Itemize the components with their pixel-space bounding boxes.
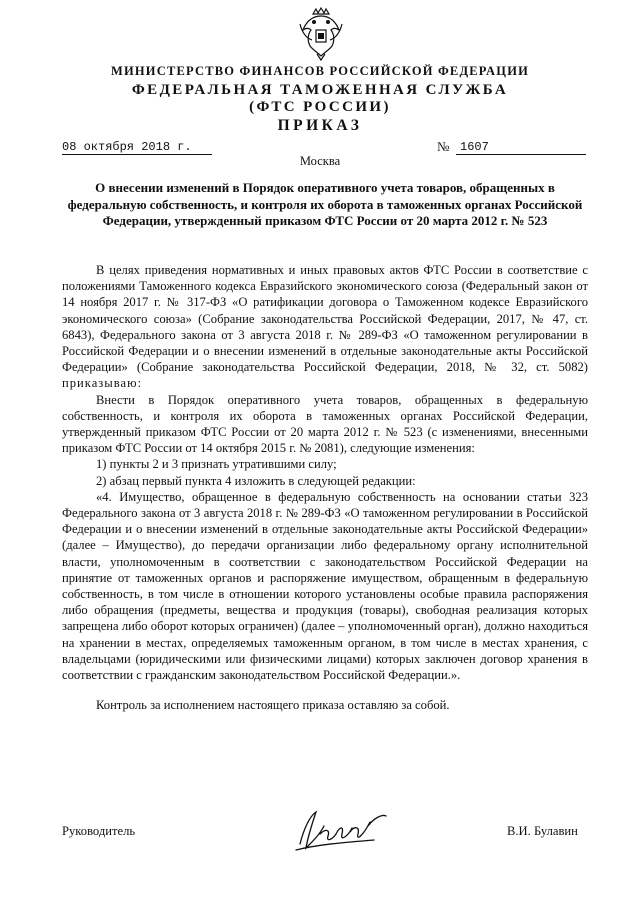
amendment-intro-paragraph: Внести в Порядок оперативного учета товаров, обращенных в федеральную собственность, и контроля их оборота в таможенных органах Российской Федерации, утвержденный приказом ФТС России от 20 марта 2012 г. № 523 (с изменениями, внесенными приказом ФТС России от 14 октября 2015 г. № 2081), следующие изменения: [62,392,588,456]
preamble-text: В целях приведения нормативных и иных правовых актов ФТС России в соответствие с положениями Таможенного кодекса Евразийского экономического союза (Федеральный закон от 14 ноября 2017 г. № 317-ФЗ «О ратификации договора о Таможенном кодексе Евразийского экономического союза» (Собрание законодательства Российской Федерации, 2017, № 47, ст. 6843), Федерального закона от 3 августа 2018 г. № 289-ФЗ «О таможенном регулировании в Российской Федерации и о внесении изменений в отдельные законодательные акты Российской Федерации» (Собрание законодательства Российской Федерации, 2018, № 32, ст. 5082) [62,263,588,375]
preamble-paragraph [62,262,588,392]
coat-of-arms-icon [298,6,344,62]
ministry-name: МИНИСТЕРСТВО ФИНАНСОВ РОССИЙСКОЙ ФЕДЕРАЦИИ [110,64,530,78]
amendment-quote: «4. Имущество, обращенное в федеральную собственность на основании статьи 323 Федерального закона от 3 августа 2018 г. № 289-ФЗ «О таможенном регулировании в Российской Федерации и о внесении изменений в отдельные законодательные акты Российской Федерации» (далее – Имущество), до передачи организации либо федеральному органу исполнительной власти, уполномоченным в соответствии с законодательством Российской Федерации на принятие от таможенных органов и распоряжение имуществом, обращенным в федеральную собственность, в том числе в отношении которого установлены особые правила распоряжения либо обращения (предметы, вещества и продукция (товары), свободная реализация которых запрещена либо оборот которых ограничен) (далее – уполномоченный орган), должно находиться на хранении в местах, определяемых таможенным органом, в том числе в местах хранения, с владельцами (юридическими или физическими лицами) которых заключен договор хранения в соответствии с гражданским законодательством Российской Федерации.». [62,489,588,683]
order-title: О внесении изменений в Порядок оперативного учета товаров, обращенных в федеральную собственность, и контроля их оборота в таможенных органах Российской Федерации, утвержденный приказом ФТС России от 20 марта 2012 г. № 523 [67,180,583,228]
order-date: 08 октября 2018 г. [62,140,192,154]
document-type: ПРИКАЗ [277,117,363,134]
service-name: ФЕДЕРАЛЬНАЯ ТАМОЖЕННАЯ СЛУЖБА [131,82,509,98]
handwritten-signature-icon [290,804,400,856]
signatory-name: В.И. Булавин [507,824,578,838]
signatory-role: Руководитель [62,824,136,838]
service-abbreviation: (ФТС РОССИИ) [249,99,391,115]
amendment-item-1: 1) пункты 2 и 3 признать утратившими силу; [96,457,337,472]
order-body [62,262,588,713]
order-verb: приказываю: [62,376,143,391]
amendment-item-2: 2) абзац первый пункта 4 изложить в следующей редакции: [96,473,416,488]
city: Москва [299,154,341,168]
control-paragraph: Контроль за исполнением настоящего приказа оставляю за собой. [96,698,450,713]
number-sign: № [437,139,450,154]
order-number: 1607 [460,140,489,154]
